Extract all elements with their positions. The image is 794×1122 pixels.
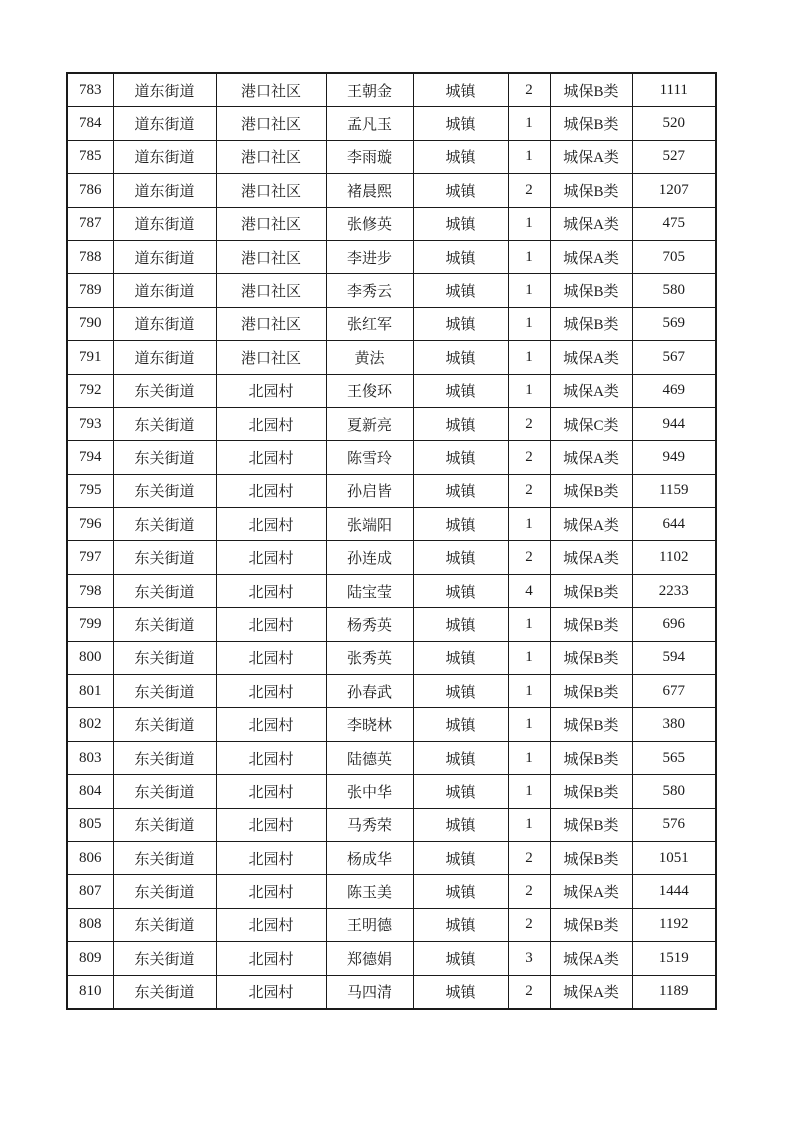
table-cell: 594 <box>632 641 716 674</box>
table-cell: 1 <box>508 641 550 674</box>
table-cell: 802 <box>67 708 113 741</box>
table-cell: 马秀荣 <box>326 808 413 841</box>
table-cell: 1 <box>508 808 550 841</box>
table-cell: 792 <box>67 374 113 407</box>
table-cell: 港口社区 <box>216 307 326 340</box>
table-cell: 杨秀英 <box>326 608 413 641</box>
table-cell: 李晓林 <box>326 708 413 741</box>
table-row <box>67 942 716 975</box>
table-cell: 380 <box>632 708 716 741</box>
table-cell: 城镇 <box>413 975 508 1009</box>
table-cell: 576 <box>632 808 716 841</box>
table-cell: 城保B类 <box>550 73 632 107</box>
table-cell: 道东街道 <box>113 274 216 307</box>
table-cell: 城保A类 <box>550 374 632 407</box>
table-cell: 城保B类 <box>550 908 632 941</box>
table-cell: 797 <box>67 541 113 574</box>
table-cell: 东关街道 <box>113 975 216 1009</box>
table-cell: 张修英 <box>326 207 413 240</box>
table-cell: 809 <box>67 942 113 975</box>
table-cell: 道东街道 <box>113 174 216 207</box>
table-cell: 北园村 <box>216 541 326 574</box>
table-row <box>67 841 716 874</box>
table-cell: 677 <box>632 675 716 708</box>
table-cell: 城保B类 <box>550 841 632 874</box>
table-cell: 张秀英 <box>326 641 413 674</box>
table-cell: 790 <box>67 307 113 340</box>
table-cell: 杨成华 <box>326 841 413 874</box>
table-cell: 565 <box>632 741 716 774</box>
table-cell: 1444 <box>632 875 716 908</box>
table-cell: 城保A类 <box>550 240 632 273</box>
table-cell: 城保B类 <box>550 808 632 841</box>
table-cell: 东关街道 <box>113 875 216 908</box>
table-cell: 2 <box>508 541 550 574</box>
table-cell: 1 <box>508 274 550 307</box>
table-cell: 东关街道 <box>113 441 216 474</box>
table-cell: 城镇 <box>413 240 508 273</box>
table-cell: 城保A类 <box>550 975 632 1009</box>
table-cell: 孟凡玉 <box>326 107 413 140</box>
table-cell: 城镇 <box>413 675 508 708</box>
table-cell: 北园村 <box>216 508 326 541</box>
table-cell: 东关街道 <box>113 908 216 941</box>
table-cell: 道东街道 <box>113 140 216 173</box>
table-cell: 东关街道 <box>113 407 216 440</box>
table-cell: 793 <box>67 407 113 440</box>
table-cell: 北园村 <box>216 942 326 975</box>
table-cell: 785 <box>67 140 113 173</box>
table-cell: 810 <box>67 975 113 1009</box>
table-cell: 城镇 <box>413 708 508 741</box>
table-cell: 569 <box>632 307 716 340</box>
table-cell: 孙启皆 <box>326 474 413 507</box>
table-row <box>67 908 716 941</box>
table-cell: 1 <box>508 374 550 407</box>
table-row <box>67 407 716 440</box>
table-cell: 城镇 <box>413 574 508 607</box>
table-cell: 北园村 <box>216 407 326 440</box>
table-row <box>67 608 716 641</box>
table-cell: 791 <box>67 341 113 374</box>
table-row <box>67 975 716 1009</box>
table-cell: 城保B类 <box>550 307 632 340</box>
table-cell: 城镇 <box>413 107 508 140</box>
table-cell: 2 <box>508 441 550 474</box>
table-cell: 城保B类 <box>550 641 632 674</box>
table-cell: 东关街道 <box>113 775 216 808</box>
table-cell: 东关街道 <box>113 841 216 874</box>
table-cell: 1159 <box>632 474 716 507</box>
table-cell: 798 <box>67 574 113 607</box>
table-cell: 705 <box>632 240 716 273</box>
table-cell: 城保B类 <box>550 608 632 641</box>
table-cell: 东关街道 <box>113 508 216 541</box>
table-cell: 806 <box>67 841 113 874</box>
table-cell: 北园村 <box>216 875 326 908</box>
table-cell: 张中华 <box>326 775 413 808</box>
table-cell: 527 <box>632 140 716 173</box>
table-cell: 808 <box>67 908 113 941</box>
table-cell: 城镇 <box>413 541 508 574</box>
table-cell: 1 <box>508 140 550 173</box>
table-cell: 王明德 <box>326 908 413 941</box>
table-cell: 道东街道 <box>113 341 216 374</box>
table-cell: 城保B类 <box>550 174 632 207</box>
table-row <box>67 307 716 340</box>
table-cell: 城保A类 <box>550 541 632 574</box>
table-cell: 孙春武 <box>326 675 413 708</box>
table-cell: 东关街道 <box>113 574 216 607</box>
table-cell: 1207 <box>632 174 716 207</box>
table-cell: 北园村 <box>216 574 326 607</box>
table-row <box>67 441 716 474</box>
table-row <box>67 240 716 273</box>
table-cell: 港口社区 <box>216 207 326 240</box>
table-cell: 794 <box>67 441 113 474</box>
table-cell: 475 <box>632 207 716 240</box>
table-cell: 803 <box>67 741 113 774</box>
table-cell: 郑德娟 <box>326 942 413 975</box>
table-cell: 北园村 <box>216 775 326 808</box>
table-cell: 580 <box>632 775 716 808</box>
table-cell: 1102 <box>632 541 716 574</box>
table-cell: 北园村 <box>216 908 326 941</box>
table-cell: 城保B类 <box>550 741 632 774</box>
table-cell: 2 <box>508 841 550 874</box>
table-cell: 1189 <box>632 975 716 1009</box>
table-cell: 2233 <box>632 574 716 607</box>
table-cell: 北园村 <box>216 441 326 474</box>
table-cell: 城保B类 <box>550 574 632 607</box>
table-cell: 2 <box>508 875 550 908</box>
table-cell: 城镇 <box>413 73 508 107</box>
table-cell: 788 <box>67 240 113 273</box>
table-cell: 1111 <box>632 73 716 107</box>
table-row <box>67 675 716 708</box>
table-cell: 787 <box>67 207 113 240</box>
table-cell: 城保A类 <box>550 508 632 541</box>
table-cell: 807 <box>67 875 113 908</box>
benefits-roster-table <box>66 72 717 1010</box>
table-row <box>67 107 716 140</box>
table-cell: 道东街道 <box>113 207 216 240</box>
table-cell: 东关街道 <box>113 608 216 641</box>
table-cell: 城镇 <box>413 341 508 374</box>
table-cell: 李雨璇 <box>326 140 413 173</box>
table-row <box>67 775 716 808</box>
table-cell: 马四清 <box>326 975 413 1009</box>
table-cell: 城镇 <box>413 741 508 774</box>
table-cell: 城镇 <box>413 875 508 908</box>
table-row <box>67 274 716 307</box>
table-cell: 城保A类 <box>550 341 632 374</box>
table-cell: 港口社区 <box>216 240 326 273</box>
table-cell: 567 <box>632 341 716 374</box>
table-cell: 696 <box>632 608 716 641</box>
table-cell: 李进步 <box>326 240 413 273</box>
table-cell: 陆宝莹 <box>326 574 413 607</box>
table-cell: 城镇 <box>413 374 508 407</box>
table-cell: 城保A类 <box>550 140 632 173</box>
table-cell: 1 <box>508 608 550 641</box>
table-cell: 城镇 <box>413 775 508 808</box>
table-cell: 城镇 <box>413 908 508 941</box>
table-row <box>67 207 716 240</box>
table-cell: 城保B类 <box>550 274 632 307</box>
table-cell: 道东街道 <box>113 107 216 140</box>
table-cell: 北园村 <box>216 975 326 1009</box>
table-cell: 道东街道 <box>113 307 216 340</box>
table-cell: 黄法 <box>326 341 413 374</box>
table-cell: 北园村 <box>216 675 326 708</box>
table-cell: 城保A类 <box>550 942 632 975</box>
table-cell: 夏新亮 <box>326 407 413 440</box>
table-cell: 469 <box>632 374 716 407</box>
table-row <box>67 73 716 107</box>
table-cell: 城镇 <box>413 942 508 975</box>
table-cell: 789 <box>67 274 113 307</box>
table-cell: 王朝金 <box>326 73 413 107</box>
table-cell: 东关街道 <box>113 942 216 975</box>
table-cell: 1051 <box>632 841 716 874</box>
table-cell: 城镇 <box>413 140 508 173</box>
table-cell: 城保A类 <box>550 441 632 474</box>
table-cell: 北园村 <box>216 741 326 774</box>
table-cell: 2 <box>508 908 550 941</box>
table-cell: 1 <box>508 240 550 273</box>
table-cell: 800 <box>67 641 113 674</box>
table-cell: 520 <box>632 107 716 140</box>
table-cell: 东关街道 <box>113 641 216 674</box>
table-cell: 东关街道 <box>113 541 216 574</box>
table-cell: 城镇 <box>413 274 508 307</box>
table-cell: 801 <box>67 675 113 708</box>
table-cell: 北园村 <box>216 808 326 841</box>
table-cell: 港口社区 <box>216 174 326 207</box>
table-cell: 港口社区 <box>216 274 326 307</box>
table-cell: 949 <box>632 441 716 474</box>
table-cell: 1192 <box>632 908 716 941</box>
table-cell: 城保C类 <box>550 407 632 440</box>
table-cell: 城保B类 <box>550 708 632 741</box>
roster-table-body <box>67 73 716 1009</box>
table-cell: 李秀云 <box>326 274 413 307</box>
table-cell: 北园村 <box>216 708 326 741</box>
table-cell: 陆德英 <box>326 741 413 774</box>
table-cell: 王俊环 <box>326 374 413 407</box>
table-cell: 东关街道 <box>113 808 216 841</box>
table-cell: 城保B类 <box>550 775 632 808</box>
table-cell: 786 <box>67 174 113 207</box>
table-cell: 城保A类 <box>550 207 632 240</box>
table-cell: 道东街道 <box>113 240 216 273</box>
table-cell: 北园村 <box>216 841 326 874</box>
table-cell: 城保B类 <box>550 107 632 140</box>
table-cell: 1 <box>508 107 550 140</box>
table-cell: 城镇 <box>413 407 508 440</box>
table-row <box>67 474 716 507</box>
table-row <box>67 808 716 841</box>
table-cell: 城镇 <box>413 174 508 207</box>
table-cell: 2 <box>508 73 550 107</box>
table-row <box>67 174 716 207</box>
table-row <box>67 875 716 908</box>
table-cell: 东关街道 <box>113 741 216 774</box>
table-cell: 港口社区 <box>216 73 326 107</box>
table-cell: 804 <box>67 775 113 808</box>
table-cell: 城镇 <box>413 307 508 340</box>
table-cell: 城镇 <box>413 508 508 541</box>
table-cell: 644 <box>632 508 716 541</box>
table-row <box>67 508 716 541</box>
table-row <box>67 641 716 674</box>
table-row <box>67 741 716 774</box>
table-cell: 东关街道 <box>113 474 216 507</box>
table-row <box>67 341 716 374</box>
table-cell: 孙连成 <box>326 541 413 574</box>
table-cell: 张红军 <box>326 307 413 340</box>
table-cell: 东关街道 <box>113 374 216 407</box>
table-cell: 张端阳 <box>326 508 413 541</box>
table-cell: 795 <box>67 474 113 507</box>
table-row <box>67 708 716 741</box>
table-cell: 东关街道 <box>113 708 216 741</box>
table-cell: 港口社区 <box>216 107 326 140</box>
table-cell: 2 <box>508 407 550 440</box>
table-cell: 2 <box>508 474 550 507</box>
table-cell: 港口社区 <box>216 140 326 173</box>
table-cell: 1 <box>508 207 550 240</box>
table-cell: 799 <box>67 608 113 641</box>
table-cell: 城镇 <box>413 474 508 507</box>
table-cell: 1 <box>508 675 550 708</box>
table-cell: 783 <box>67 73 113 107</box>
table-cell: 1 <box>508 508 550 541</box>
table-cell: 城保A类 <box>550 875 632 908</box>
table-cell: 城保B类 <box>550 675 632 708</box>
table-cell: 3 <box>508 942 550 975</box>
table-cell: 城保B类 <box>550 474 632 507</box>
table-cell: 城镇 <box>413 207 508 240</box>
table-cell: 1 <box>508 341 550 374</box>
table-cell: 城镇 <box>413 808 508 841</box>
table-cell: 2 <box>508 174 550 207</box>
table-cell: 港口社区 <box>216 341 326 374</box>
table-cell: 城镇 <box>413 841 508 874</box>
table-cell: 北园村 <box>216 374 326 407</box>
table-cell: 4 <box>508 574 550 607</box>
table-cell: 城镇 <box>413 641 508 674</box>
table-cell: 1 <box>508 741 550 774</box>
table-cell: 陈玉美 <box>326 875 413 908</box>
table-row <box>67 374 716 407</box>
table-cell: 北园村 <box>216 641 326 674</box>
table-cell: 580 <box>632 274 716 307</box>
table-cell: 796 <box>67 508 113 541</box>
table-cell: 褚晨熙 <box>326 174 413 207</box>
table-cell: 东关街道 <box>113 675 216 708</box>
table-row <box>67 140 716 173</box>
table-cell: 1 <box>508 307 550 340</box>
table-cell: 道东街道 <box>113 73 216 107</box>
table-row <box>67 541 716 574</box>
table-cell: 784 <box>67 107 113 140</box>
table-cell: 1 <box>508 708 550 741</box>
table-cell: 城镇 <box>413 441 508 474</box>
table-cell: 北园村 <box>216 608 326 641</box>
table-cell: 1 <box>508 775 550 808</box>
table-cell: 944 <box>632 407 716 440</box>
table-row <box>67 574 716 607</box>
table-cell: 1519 <box>632 942 716 975</box>
table-cell: 2 <box>508 975 550 1009</box>
table-cell: 805 <box>67 808 113 841</box>
table-cell: 城镇 <box>413 608 508 641</box>
table-cell: 陈雪玲 <box>326 441 413 474</box>
table-cell: 北园村 <box>216 474 326 507</box>
